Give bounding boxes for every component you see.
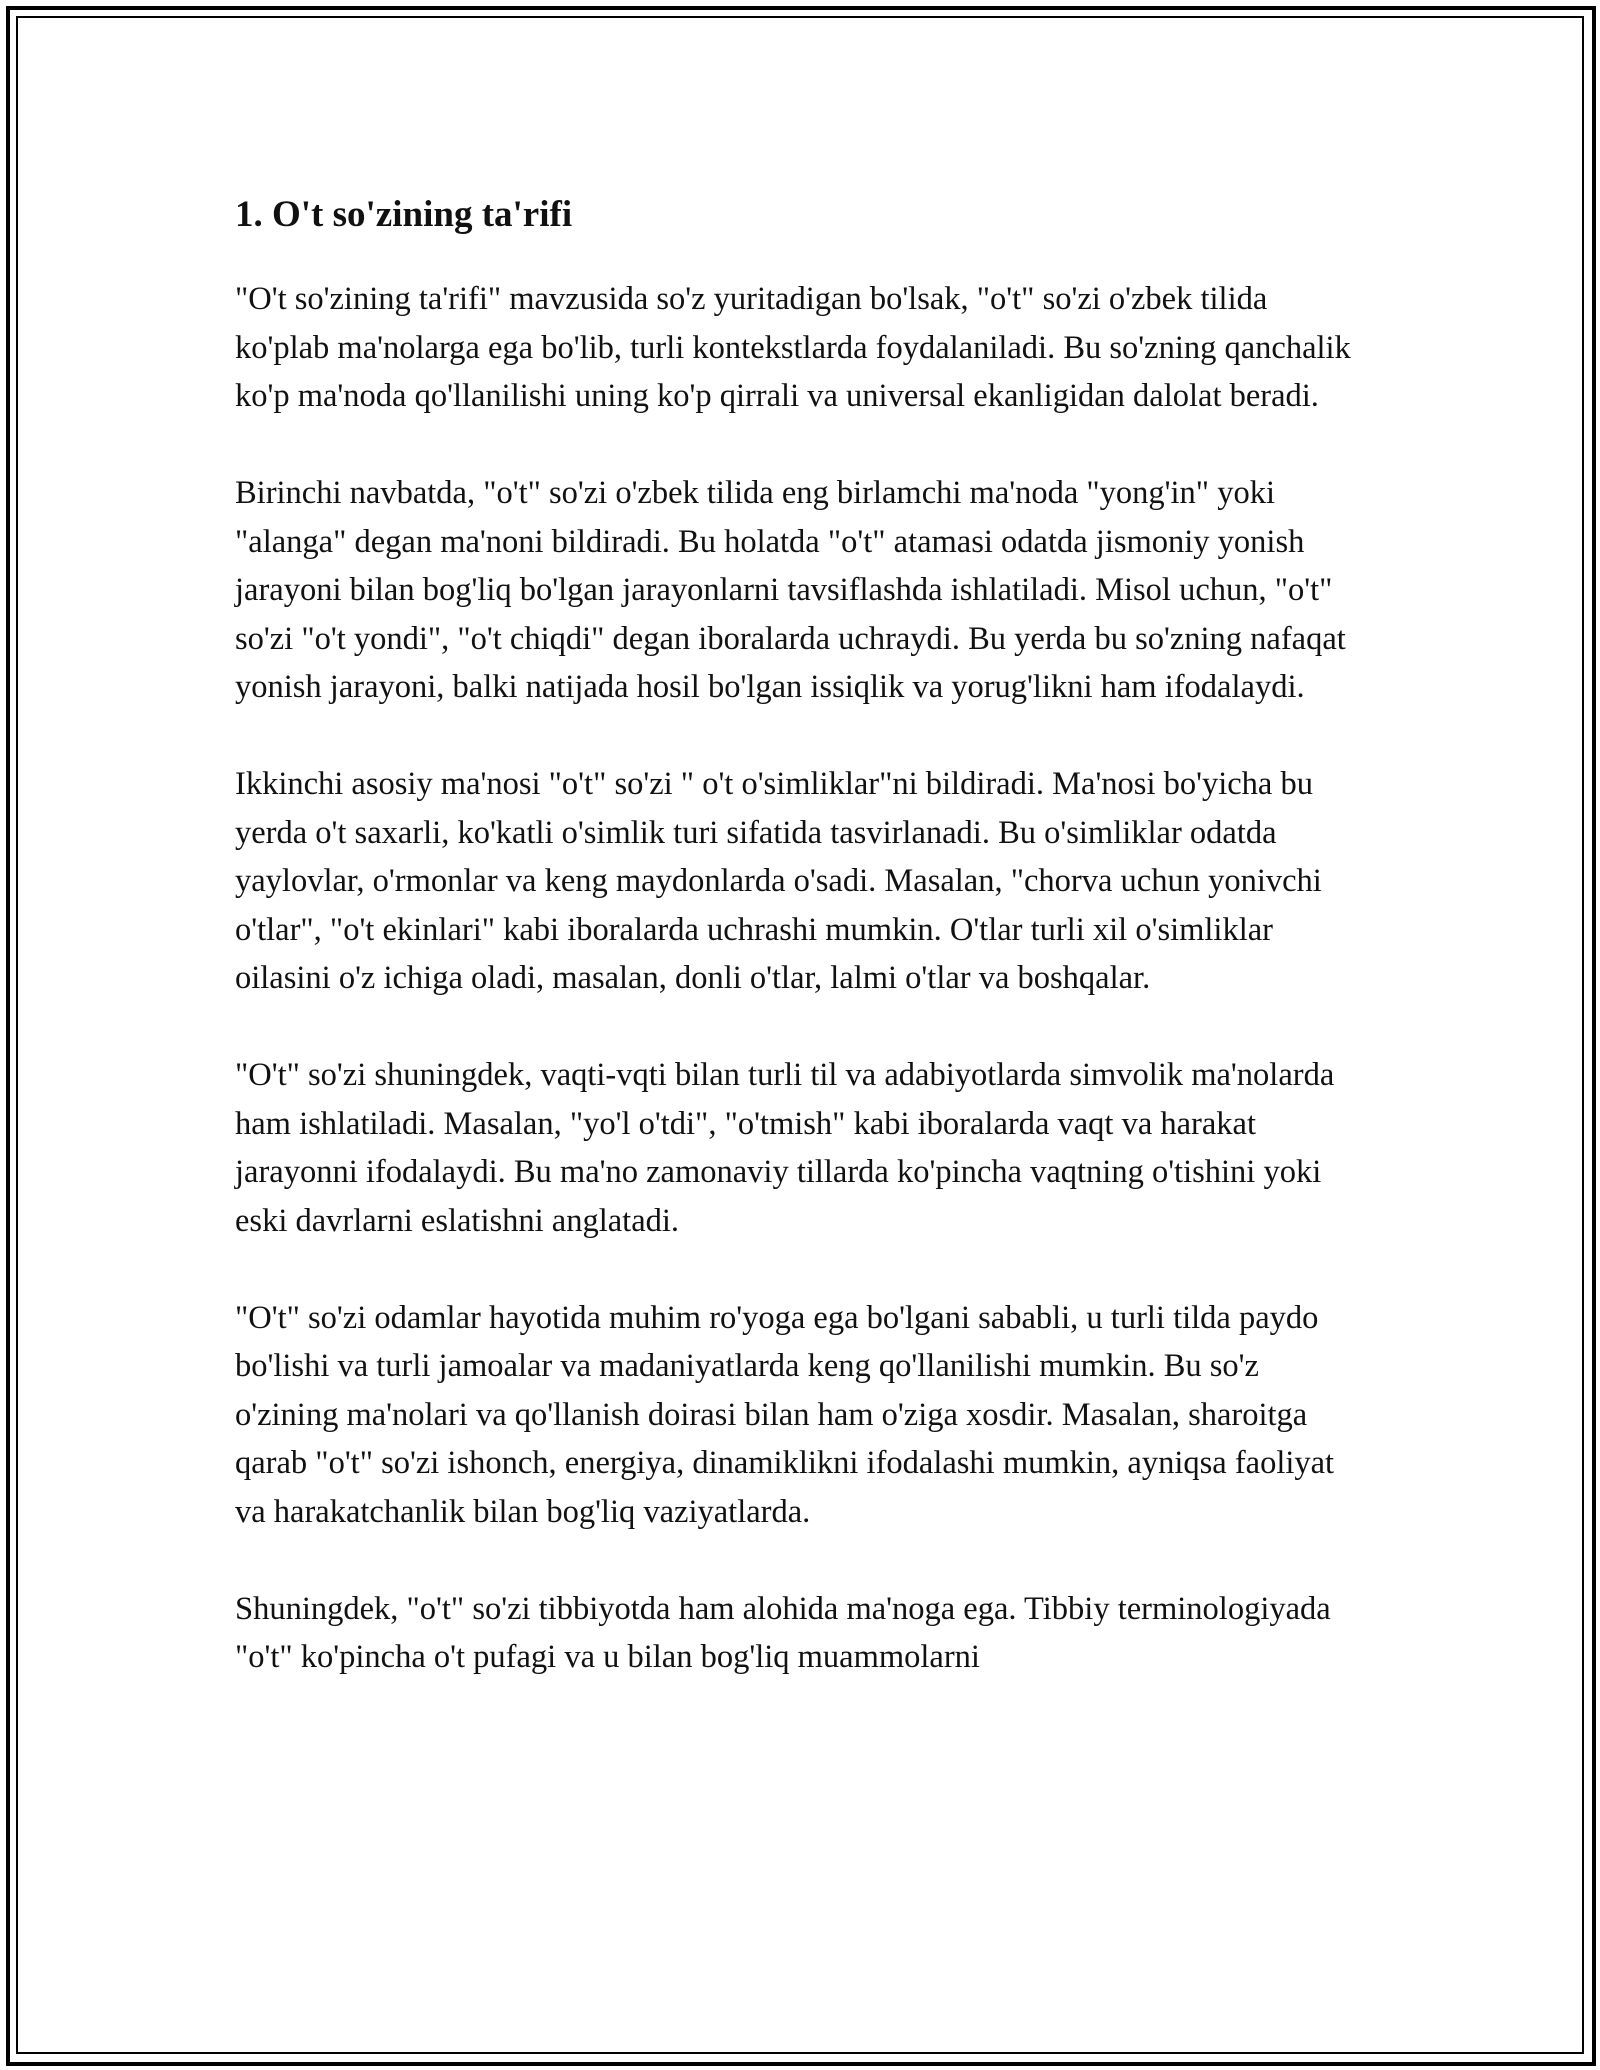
document-body: [235, 185, 1365, 1730]
paragraph: "O't so'zining ta'rifi" mavzusida so'z yuritadigan bo'lsak, "o't" so'zi o'zbek tilida ko'plab ma'nolarga ega bo'lib, turli kontekstlarda foydalaniladi. Bu so'zning qanchalik ko'p ma'noda qo'llanilishi uning ko'p qirrali va universal ekanligidan dalolat beradi.: [235, 281, 1351, 414]
paragraph: Birinchi navbatda, "o't" so'zi o'zbek tilida eng birlamchi ma'noda "yong'in" yoki "alanga" degan ma'noni bildiradi. Bu holatda "o't" atamasi odatda jismoniy yonish jarayoni bilan bog'liq bo'lgan jarayonlarni tavsiflashda ishlatiladi. Misol uchun, "o't" so'zi "o't yondi", "o't chiqdi" degan iboralarda uchraydi. Bu yerda bu so'zning nafaqat yonish jarayoni, balki natijada hosil bo'lgan issiqlik va yorug'likni ham ifodalaydi.: [235, 475, 1346, 705]
paragraph: "O't" so'zi odamlar hayotida muhim ro'yoga ega bo'lgani sababli, u turli tilda paydo bo'lishi va turli jamoalar va madaniyatlarda keng qo'llanilishi mumkin. Bu so'z o'zining ma'nolari va qo'llanish doirasi bilan ham o'ziga xosdir. Masalan, sharoitga qarab "o't" so'zi ishonch, energiya, dinamiklikni ifodalashi mumkin, ayniqsa faoliyat va harakatchanlik bilan bog'liq vaziyatlarda.: [235, 1299, 1335, 1530]
section-heading: 1. O't so'zining ta'rifi: [235, 194, 573, 235]
paragraph: "O't" so'zi shuningdek, vaqti-vqti bilan turli til va adabiyotlarda simvolik ma'nolarda ham ishlatiladi. Masalan, "yo'l o'tdi", "o'tmish" kabi iboralarda vaqt va harakat jarayonni ifodalaydi. Bu ma'no zamonaviy tillarda ko'pincha vaqtning o'tishini yoki eski davrlarni eslatishni anglatadi.: [235, 1057, 1335, 1239]
paragraph: Shuningdek, "o't" so'zi tibbiyotda ham alohida ma'noga ega. Tibbiy terminologiyada "o't" ko'pincha o't pufagi va u bilan bog'liq muammolarni: [235, 1590, 1331, 1675]
paragraph: Ikkinchi asosiy ma'nosi "o't" so'zi " o't o'simliklar"ni bildiradi. Ma'nosi bo'yicha bu yerda o't saxarli, ko'katli o'simlik turi sifatida tasvirlanadi. Bu o'simliklar odatda yaylovlar, o'rmonlar va keng maydonlarda o'sadi. Masalan, "chorva uchun yonivchi o'tlar", "o't ekinlari" kabi iboralarda uchrashi mumkin. O'tlar turli xil o'simliklar oilasini o'z ichiga oladi, masalan, donli o'tlar, lalmi o'tlar va boshqalar.: [235, 766, 1322, 996]
